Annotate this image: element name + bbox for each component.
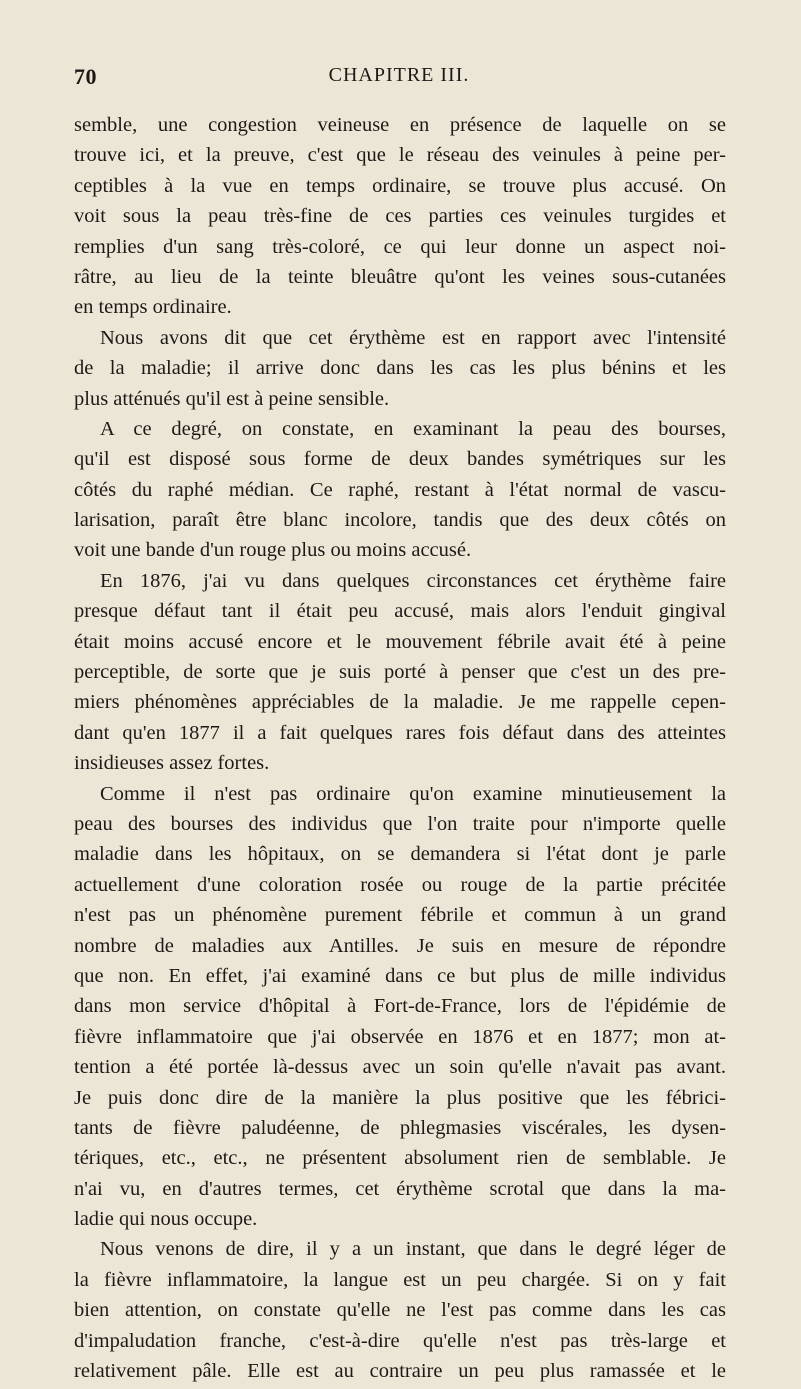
paragraph xyxy=(74,414,726,566)
chapter-title: CHAPITRE III. xyxy=(328,64,470,86)
text-line: Je puis donc dire de la manière la plus positive que les fébrici- xyxy=(74,1086,726,1109)
text-line: insidieuses assez fortes. xyxy=(74,752,270,775)
text-line: tention a été portée là-dessus avec un soin qu'elle n'avait pas avant. xyxy=(74,1056,726,1079)
text-line: n'ai vu, en d'autres termes, cet érythème scrotal que dans la ma- xyxy=(74,1177,726,1200)
text-line: d'impaludation franche, c'est-à-dire qu'elle n'est pas très-large et xyxy=(74,1329,726,1352)
text-line: miers phénomènes appréciables de la maladie. Je me rappelle cepen- xyxy=(74,691,726,714)
text-line: nombre de maladies aux Antilles. Je suis en mesure de répondre xyxy=(74,934,726,957)
text-line: ladie qui nous occupe. xyxy=(74,1208,258,1231)
text-line: Nous venons de dire, il y a un instant, que dans le degré léger de xyxy=(100,1238,726,1261)
text-line: de la maladie; il arrive donc dans les cas les plus bénins et les xyxy=(74,357,726,380)
text-line: maladie dans les hôpitaux, on se demandera si l'état dont je parle xyxy=(74,843,726,866)
paragraph xyxy=(74,779,726,1235)
text-line: dans mon service d'hôpital à Fort-de-France, lors de l'épidémie de xyxy=(74,995,726,1018)
text-line: A ce degré, on constate, en examinant la peau des bourses, xyxy=(100,417,726,440)
text-line: était moins accusé encore et le mouvement fébrile avait été à peine xyxy=(74,630,726,653)
text-line: En 1876, j'ai vu dans quelques circonstances cet érythème faire xyxy=(100,569,726,592)
text-line: qu'il est disposé sous forme de deux bandes symétriques sur les xyxy=(74,448,726,471)
text-line: plus atténués qu'il est à peine sensible. xyxy=(74,387,390,410)
text-line: voit sous la peau très-fine de ces parties ces veinules turgides et xyxy=(74,205,726,228)
text-line: côtés du raphé médian. Ce raphé, restant à l'état normal de vascu- xyxy=(74,478,726,501)
text-line: la fièvre inflammatoire, la langue est un peu chargée. Si on y fait xyxy=(74,1268,726,1291)
text-line: tériques, etc., etc., ne présentent absolument rien de semblable. Je xyxy=(74,1147,726,1170)
text-line: peau des bourses des individus que l'on traite pour n'importe quelle xyxy=(74,812,726,835)
text-line: tants de fièvre paludéenne, de phlegmasies viscérales, les dysen- xyxy=(74,1116,726,1139)
running-head xyxy=(74,64,724,94)
text-line: en temps ordinaire. xyxy=(74,296,232,319)
text-line: larisation, paraît être blanc incolore, tandis que des deux côtés on xyxy=(74,509,726,532)
text-line: bien attention, on constate qu'elle ne l'est pas comme dans les cas xyxy=(74,1299,726,1322)
text-line: Comme il n'est pas ordinaire qu'on examine minutieusement la xyxy=(100,782,726,805)
text-line: râtre, au lieu de la teinte bleuâtre qu'ont les veines sous-cutanées xyxy=(74,265,726,288)
text-line: dant qu'en 1877 il a fait quelques rares fois défaut dans des atteintes xyxy=(74,721,726,744)
text-line: fièvre inflammatoire que j'ai observée en 1876 et en 1877; mon at- xyxy=(74,1025,726,1048)
text-line: ceptibles à la vue en temps ordinaire, se trouve plus accusé. On xyxy=(74,174,726,197)
text-line: semble, une congestion veineuse en présence de laquelle on se xyxy=(74,114,726,136)
paragraph xyxy=(74,323,726,414)
text-line: actuellement d'une coloration rosée ou rouge de la partie précitée xyxy=(74,873,726,896)
text-line: n'est pas un phénomène purement fébrile et commun à un grand xyxy=(74,904,726,927)
text-line: voit une bande d'un rouge plus ou moins accusé. xyxy=(74,539,472,562)
paragraph xyxy=(74,1234,726,1386)
paragraph xyxy=(74,566,726,779)
text-line: Nous avons dit que cet érythème est en rapport avec l'intensité xyxy=(100,326,726,349)
text-line: perceptible, de sorte que je suis porté à penser que c'est un des pre- xyxy=(74,661,726,684)
paragraph xyxy=(74,110,726,323)
text-line: trouve ici, et la preuve, c'est que le réseau des veinules à peine per- xyxy=(74,144,726,167)
page-number: 70 xyxy=(74,64,97,89)
text-line: remplies d'un sang très-coloré, ce qui leur donne un aspect noi- xyxy=(74,235,726,258)
body-text xyxy=(74,110,726,1386)
text-line: relativement pâle. Elle est au contraire un peu plus ramassée et le xyxy=(74,1360,726,1383)
text-line: que non. En effet, j'ai examiné dans ce but plus de mille individus xyxy=(74,964,726,987)
text-line: presque défaut tant il était peu accusé, mais alors l'enduit gingival xyxy=(74,600,726,623)
